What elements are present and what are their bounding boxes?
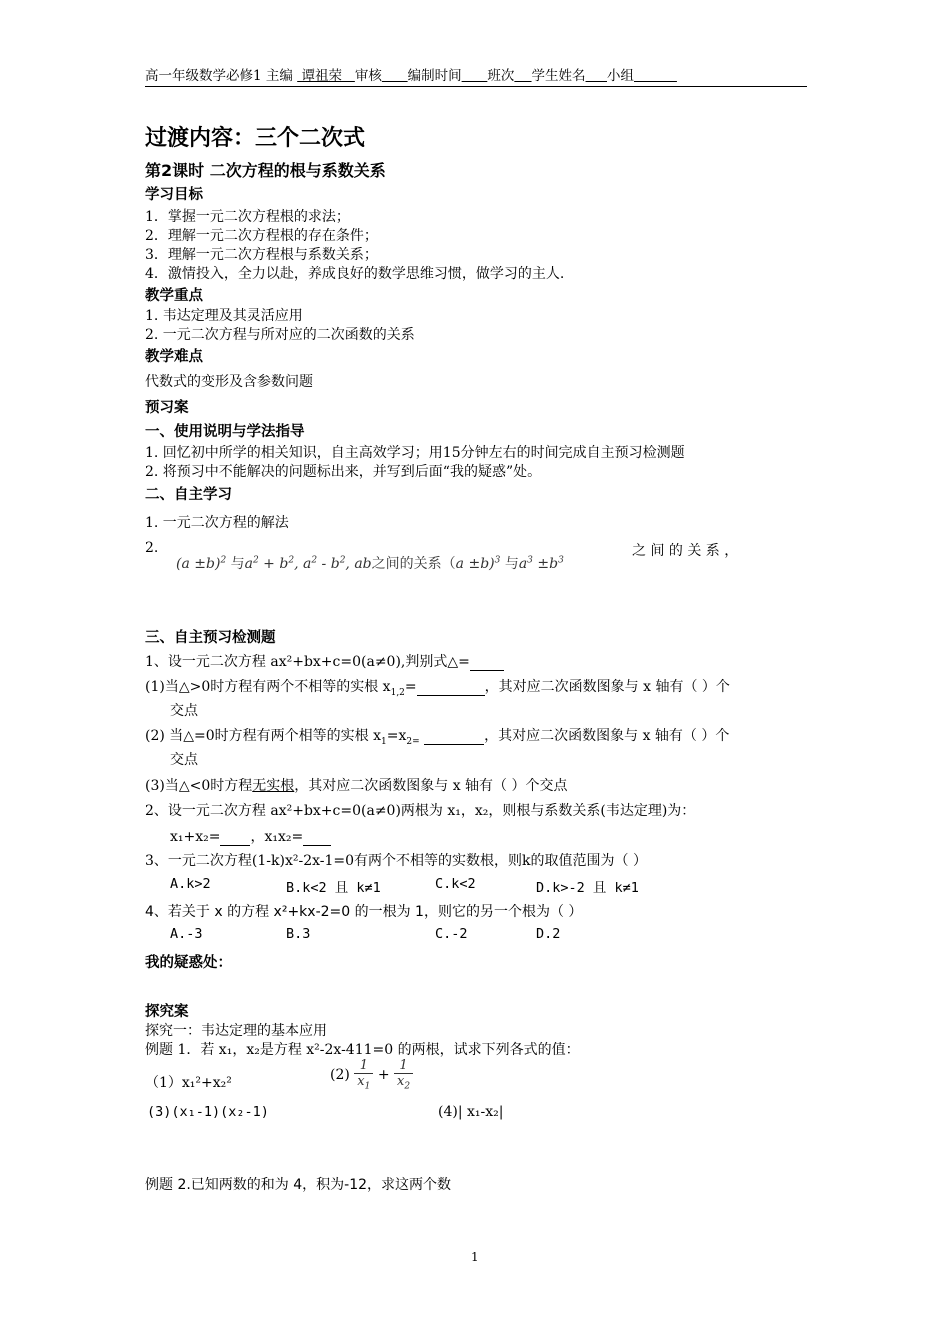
q3-option: B.k<2 且 k≠1: [286, 880, 381, 896]
goal-item: 3．理解一元二次方程根与系数关系；: [145, 247, 378, 263]
header-course: 高一年级数学必修1 主编: [145, 68, 293, 84]
example-2: 例题 2.已知两数的和为 4，积为-12，求这两个数: [145, 1177, 452, 1193]
doubts-heading: 我的疑惑处：: [145, 955, 232, 971]
header-editor: 谭祖荣: [301, 68, 342, 84]
check-q1c: (3)当△<0时方程无实根，其对应二次函数图象与 x 轴有（ ）个交点: [145, 778, 568, 794]
lesson-title: 第2课时 二次方程的根与系数关系: [145, 161, 386, 180]
check-heading: 三、自主预习检测题: [145, 630, 276, 646]
check-q1: 1、设一元二次方程 ax²+bx+c=0(a≠0),判别式△=: [145, 651, 504, 671]
example-1-part-2: (2) $\frac{1}{x_1}$ + $\frac{1}{x_2}$: [330, 1058, 413, 1092]
s2-formula: $(a \pm b)^2$ 与$a^2 + b^2$, $a^2 - b^2$, ab之间的关系（a ±b)$^3$ 与$a^3 \pm b^3$: [176, 555, 564, 572]
difficulty-text: 代数式的变形及含参数问题: [145, 374, 313, 390]
check-q2: 2、设一元二次方程 ax²+bx+c=0(a≠0)两根为 x₁，x₂，则根与系数关系(韦达定理)为：: [145, 803, 696, 819]
check-q1a: (1)当△>0时方程有两个不相等的实根 $x_{1,2}=$ ，其对应二次函数图象与 x 轴有（ ）个: [145, 679, 730, 698]
check-q1b: (2) 当△=0时方程有两个相等的实根 $x_1=x_{2=}$ ，其对应二次函数图象与 x 轴有（ ）个: [145, 728, 730, 747]
example-1-part-1: （1）x₁²+x₂²: [145, 1075, 232, 1091]
explore-sub: 探究一：韦达定理的基本应用: [145, 1023, 327, 1039]
s1-item: 2. 将预习中不能解决的问题标出来，并写到后面“我的疑惑”处。: [145, 464, 542, 480]
s2-item-2-number: 2.: [145, 540, 159, 556]
page-number: 1: [471, 1250, 479, 1264]
goals-heading: 学习目标: [145, 187, 203, 203]
check-q3: 3、一元二次方程(1-k)x²-2x-1=0有两个不相等的实数根，则k的取值范围为（ ）: [145, 853, 647, 869]
s1-item: 1. 回忆初中所学的相关知识，自主高效学习；用15分钟左右的时间完成自主预习检测题: [145, 445, 685, 461]
goal-item: 4．激情投入，全力以赴，养成良好的数学思维习惯，做学习的主人.: [145, 266, 565, 282]
check-q2-answers: x₁+x₂= ，x₁x₂=: [170, 826, 331, 846]
page-header: [145, 64, 807, 87]
q3-option: D.k>-2 且 k≠1: [536, 880, 639, 896]
s1-heading: 一、使用说明与学法指导: [145, 424, 305, 440]
answer-blank[interactable]: [220, 829, 250, 846]
example-1: 例题 1．若 x₁，x₂是方程 x²-2x-411=0 的两根，试求下列各式的值：: [145, 1042, 580, 1058]
q3-option: C.k<2: [435, 876, 476, 892]
page-title: 过渡内容：三个二次式: [145, 126, 366, 151]
header-class: 班次: [487, 68, 515, 84]
answer-blank[interactable]: [303, 829, 331, 846]
difficulty-heading: 教学难点: [145, 349, 203, 365]
q4-option: D.2: [536, 926, 561, 942]
q4-option: C.-2: [435, 926, 468, 942]
answer-blank[interactable]: [470, 654, 504, 671]
q4-option: A.-3: [170, 926, 203, 942]
fraction: $\frac{1}{x_1}$: [354, 1058, 373, 1092]
answer-blank[interactable]: [424, 728, 484, 745]
header-time: 编制时间: [407, 68, 462, 84]
goal-item: 1．掌握一元二次方程根的求法；: [145, 209, 350, 225]
q3-option: A.k>2: [170, 876, 211, 892]
example-1-part-4: (4)| x₁-x₂|: [438, 1104, 504, 1120]
header-review: 审核: [354, 68, 382, 84]
q4-option: B.3: [286, 926, 311, 942]
answer-blank[interactable]: [417, 679, 485, 696]
focus-item: 2. 一元二次方程与所对应的二次函数的关系: [145, 327, 415, 343]
s2-item-2-tail: 之 间 的 关 系 ，: [632, 543, 739, 559]
header-student: 学生姓名: [531, 68, 586, 84]
goal-item: 2．理解一元二次方程根的存在条件；: [145, 228, 378, 244]
fraction: $\frac{1}{x_2}$: [394, 1058, 413, 1092]
check-q4: 4、若关于 x 的方程 x²+kx-2=0 的一根为 1，则它的另一个根为（ ）: [145, 904, 583, 920]
s2-heading: 二、自主学习: [145, 487, 232, 503]
check-q1a-cont: 交点: [170, 703, 198, 719]
preview-heading: 预习案: [145, 400, 189, 416]
header-group: 小组: [607, 68, 634, 84]
focus-heading: 教学重点: [145, 288, 203, 304]
check-q1b-cont: 交点: [170, 752, 198, 768]
s2-item-1: 1. 一元二次方程的解法: [145, 515, 289, 531]
explore-heading: 探究案: [145, 1004, 189, 1020]
example-1-part-3: (3)(x₁-1)(x₂-1): [147, 1104, 269, 1120]
focus-item: 1. 韦达定理及其灵活应用: [145, 308, 303, 324]
